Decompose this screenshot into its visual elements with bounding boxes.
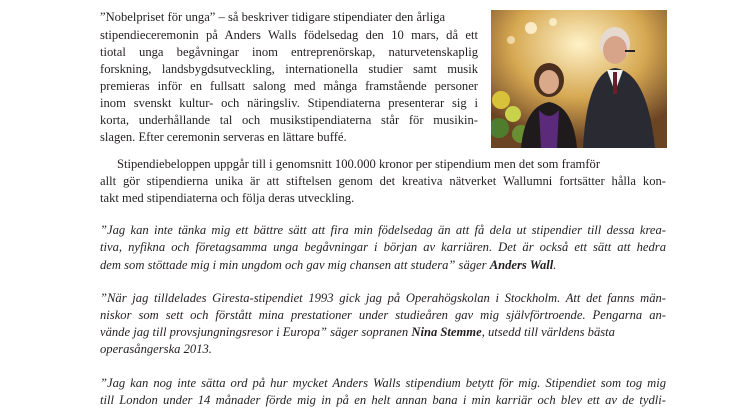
quote1-end: . xyxy=(553,258,557,272)
quote1-line-2: tiva, nyfikna och företagsamma unga begåvningar i början av karriären. Det är också ett sätt att hedra xyxy=(100,240,666,254)
quote3-line-1: ”Jag kan nog inte sätta ord på hur mycket Anders Walls stipendium betytt för mig. Stipendiet som tog mig xyxy=(100,376,666,390)
quote2-line-1: ”När jag tilldelades Giresta-stipendiet 1993 gick jag på Operahögskolan i Stockholm. Att det fanns män- xyxy=(100,291,666,305)
quote1-line-3-text: dem som stöttade mig i min ungdom och gav mig chansen att studera” säger xyxy=(100,258,490,272)
quote1-line-3 xyxy=(100,257,556,273)
intro-line-7: korta, underhållande tal och musikstipendiaterna står för musikin- xyxy=(100,113,478,127)
quote1-line-1: ”Jag kan inte tänka mig ett bättre sätt att fira min födelsedag än att få dela ut stipendier till dessa krea- xyxy=(100,223,666,237)
quote2-line-3-text: vände jag till provsjungningsresor i Europa” säger sopranen xyxy=(100,325,412,339)
intro-line-4: forskning, landsbygdsutveckling, internationella studier samt musik xyxy=(100,62,478,76)
para2-line-3: takt med stipendiaterna och följa deras utveckling. xyxy=(100,191,355,205)
quote2-speaker: Nina Stemme xyxy=(411,325,482,339)
ceremony-photo-icon xyxy=(491,10,667,148)
intro-line-8: slagen. Efter ceremonin serveras en lättare buffé. xyxy=(100,130,347,144)
para2-line-1: Stipendiebeloppen uppgår till i genomsnitt 100.000 kronor per stipendium men det som framför xyxy=(117,157,601,171)
ceremony-photo xyxy=(491,10,667,148)
quote1-speaker: Anders Wall xyxy=(489,258,554,272)
intro-line-2: stipendieceremonin på Anders Walls födelsedag den 10 mars, då ett xyxy=(100,28,478,42)
para2-line-2: allt gör stipendierna unika är att stiftelsen genom det kreativa nätverket Wallumni fortsätter hålla kon- xyxy=(100,174,666,188)
intro-line-1: ”Nobelpriset för unga” – så beskriver tidigare stipendiater den årliga xyxy=(100,10,446,24)
quote2-after-speaker: , utsedd till världens bästa xyxy=(481,325,615,339)
quote3-line-2: till London under 14 månader förde mig in på en helt annan bana i min karriär och blev ett av de tydli- xyxy=(100,393,666,407)
intro-line-6: inom svenskt kultur- och näringsliv. Stipendiaterna presenterar sig i xyxy=(100,96,478,110)
quote2-line-3 xyxy=(100,324,615,340)
intro-line-3: tiotal unga begåvningar inom entreprenörskap, naturvetenskaplig xyxy=(100,45,478,59)
intro-line-5: premieras inför en fullsatt salong med många framstående personer xyxy=(100,79,478,93)
quote2-line-4: operasångerska 2013. xyxy=(100,342,212,356)
quote2-line-2: niskor som sett och förstått mina prestationer under studieåren gav mig självförtroende. Pengarna an- xyxy=(100,308,666,322)
